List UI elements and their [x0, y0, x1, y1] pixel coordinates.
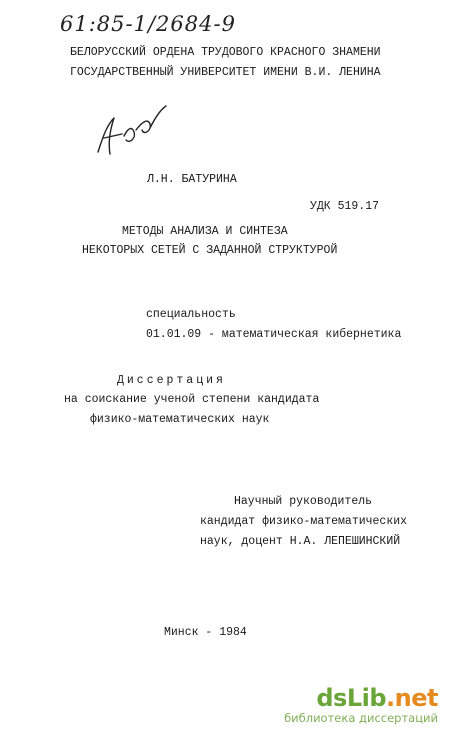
supervisor-name: наук, доцент Н.А. ЛЕПЕШИНСКИЙ: [200, 535, 401, 548]
specialty-value: 01.01.09 - математическая кибернетика: [146, 328, 402, 341]
supervisor-heading: Научный руководитель: [234, 495, 373, 508]
watermark-tagline: библиотека диссертаций: [284, 711, 438, 725]
dissertation-title-line-2: НЕКОТОРЫХ СЕТЕЙ С ЗАДАННОЙ СТРУКТУРОЙ: [82, 244, 338, 257]
author-name: Л.Н. БАТУРИНА: [147, 173, 237, 186]
udc-code: УДК 519.17: [310, 200, 380, 213]
supervisor-degree: кандидат физико-математических: [200, 515, 408, 528]
watermark-logo: dsLib.net: [316, 684, 438, 712]
handwritten-catalog-number: 61:85-1/2684-9: [60, 12, 236, 36]
degree-line-2: физико-математических наук: [90, 413, 270, 426]
degree-line-1: на соискание ученой степени кандидата: [64, 393, 320, 406]
place-and-year: Минск - 1984: [164, 626, 247, 639]
handwritten-signature: [92, 100, 172, 162]
dissertation-title-line-1: МЕТОДЫ АНАЛИЗА И СИНТЕЗА: [122, 225, 288, 238]
university-name-line-2: ГОСУДАРСТВЕННЫЙ УНИВЕРСИТЕТ ИМЕНИ В.И. ЛЕНИНА: [70, 66, 381, 79]
university-name-line-1: БЕЛОРУССКИЙ ОРДЕНА ТРУДОВОГО КРАСНОГО ЗНАМЕНИ: [70, 46, 381, 59]
specialty-label: специальность: [146, 308, 236, 321]
document-type-heading: Диссертация: [117, 374, 226, 387]
site-watermark: [284, 685, 438, 725]
